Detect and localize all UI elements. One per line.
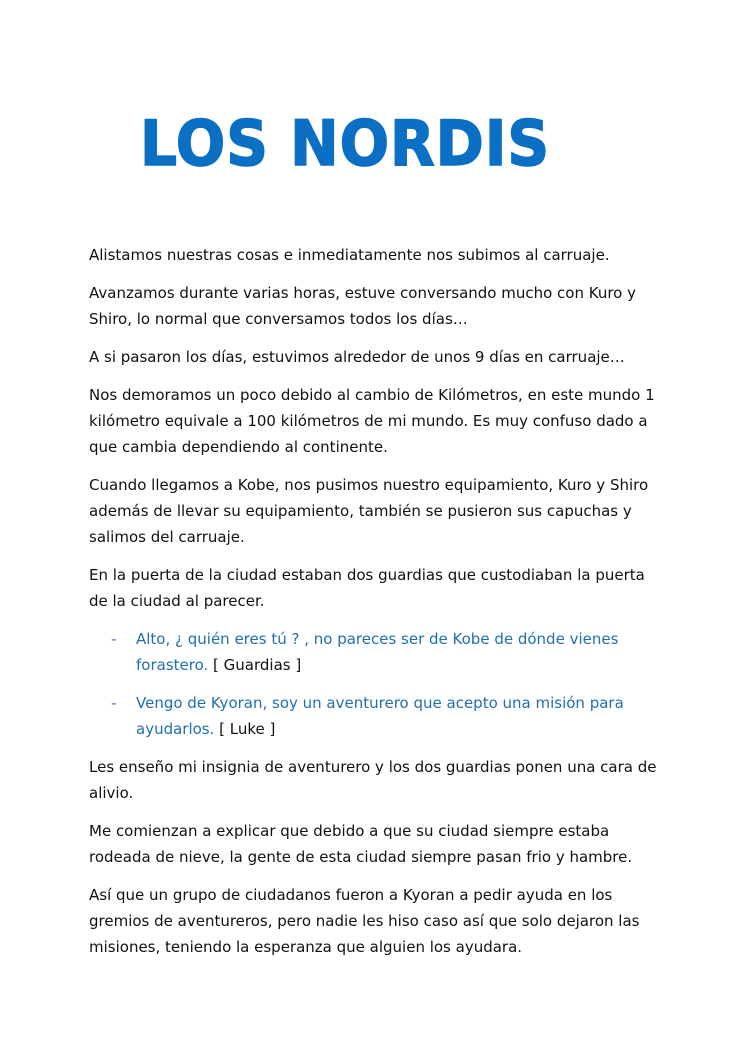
dialogue-speaker: [ Guardias ] — [208, 656, 302, 674]
chapter-body — [89, 242, 664, 972]
dialogue-speech: Alto, ¿ quién eres tú ? , no pareces ser de Kobe de dónde vienes forastero. — [136, 630, 619, 674]
dialogue-speaker: [ Luke ] — [219, 720, 276, 738]
dialogue-list — [89, 626, 664, 742]
dialogue-line — [89, 690, 664, 742]
dialogue-line — [89, 626, 664, 678]
paragraph: Me comienzan a explicar que debido a que su ciudad siempre estaba rodeada de nieve, la gente de esta ciudad siempre pasan frio y hambre. — [89, 822, 633, 866]
paragraph: En la puerta de la ciudad estaban dos guardias que custodiaban la puerta de la ciudad al parecer. — [89, 566, 645, 610]
paragraph: Nos demoramos un poco debido al cambio de Kilómetros, en este mundo 1 kilómetro equivale a 100 kilómetros de mi mundo. Es muy confuso dado a que cambia dependiendo al continente. — [89, 386, 655, 456]
paragraph: Avanzamos durante varias horas, estuve conversando mucho con Kuro y Shiro, lo normal que conversamos todos los días… — [89, 284, 637, 328]
dash-bullet: - — [111, 630, 117, 648]
paragraph: Así que un grupo de ciudadanos fueron a Kyoran a pedir ayuda en los gremios de aventureros, pero nadie les hiso caso así que solo dejaron las misiones, teniendo la esperanza que alguien los ayudara. — [89, 886, 640, 956]
dash-bullet: - — [111, 694, 117, 712]
paragraph: Cuando llegamos a Kobe, nos pusimos nuestro equipamiento, Kuro y Shiro además de llevar su equipamiento, también se pusieron sus capuchas y salimos del carruaje. — [89, 476, 649, 546]
paragraph: Les enseño mi insignia de aventurero y los dos guardias ponen una cara de alivio. — [89, 758, 657, 802]
paragraph: A si pasaron los días, estuvimos alrededor de unos 9 días en carruaje… — [89, 348, 625, 366]
chapter-title: LOS NORDIS — [140, 106, 551, 180]
dialogue-speech: Vengo de Kyoran, soy un aventurero que acepto una misión para ayudarlos. — [136, 694, 624, 738]
paragraph: Alistamos nuestras cosas e inmediatamente nos subimos al carruaje. — [89, 246, 610, 264]
